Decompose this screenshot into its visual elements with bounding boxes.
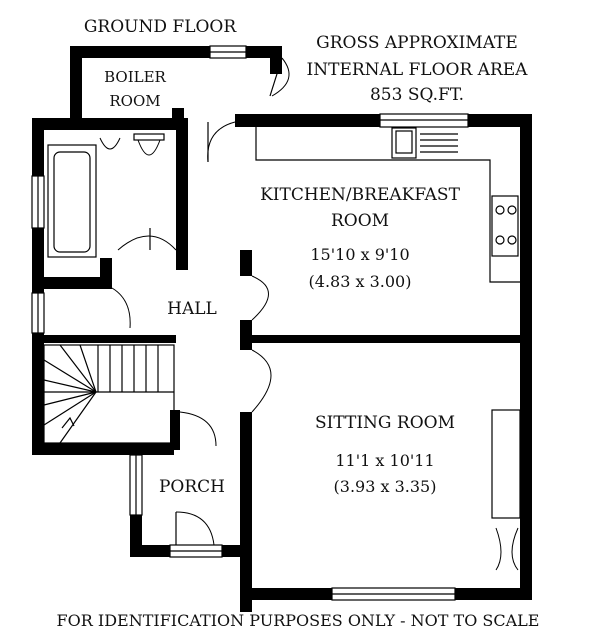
sitting-room-label: SITTING ROOM	[314, 413, 456, 433]
kitchen-label-1: KITCHEN/BREAKFAST	[260, 185, 460, 205]
area-line-3: 853 SQ.FT.	[369, 85, 465, 105]
area-line-1: GROSS APPROXIMATE	[316, 33, 518, 53]
boiler-room-label-2: ROOM	[109, 92, 161, 110]
area-line-2: INTERNAL FLOOR AREA	[306, 60, 528, 80]
hall-label: HALL	[167, 299, 217, 319]
sitting-size-metric: (3.93 x 3.35)	[333, 477, 437, 496]
sitting-size-imperial: 11'1 x 10'11	[335, 451, 435, 470]
kitchen-size-imperial: 15'10 x 9'10	[310, 245, 410, 264]
boiler-room-label-1: BOILER	[104, 68, 166, 86]
disclaimer: FOR IDENTIFICATION PURPOSES ONLY - NOT TO SCALE	[56, 611, 540, 630]
kitchen-size-metric: (4.83 x 3.00)	[308, 272, 412, 291]
plan-title: GROUND FLOOR	[83, 17, 237, 37]
kitchen-label-2: ROOM	[330, 211, 390, 231]
walls	[32, 46, 532, 612]
porch-label: PORCH	[158, 477, 226, 497]
